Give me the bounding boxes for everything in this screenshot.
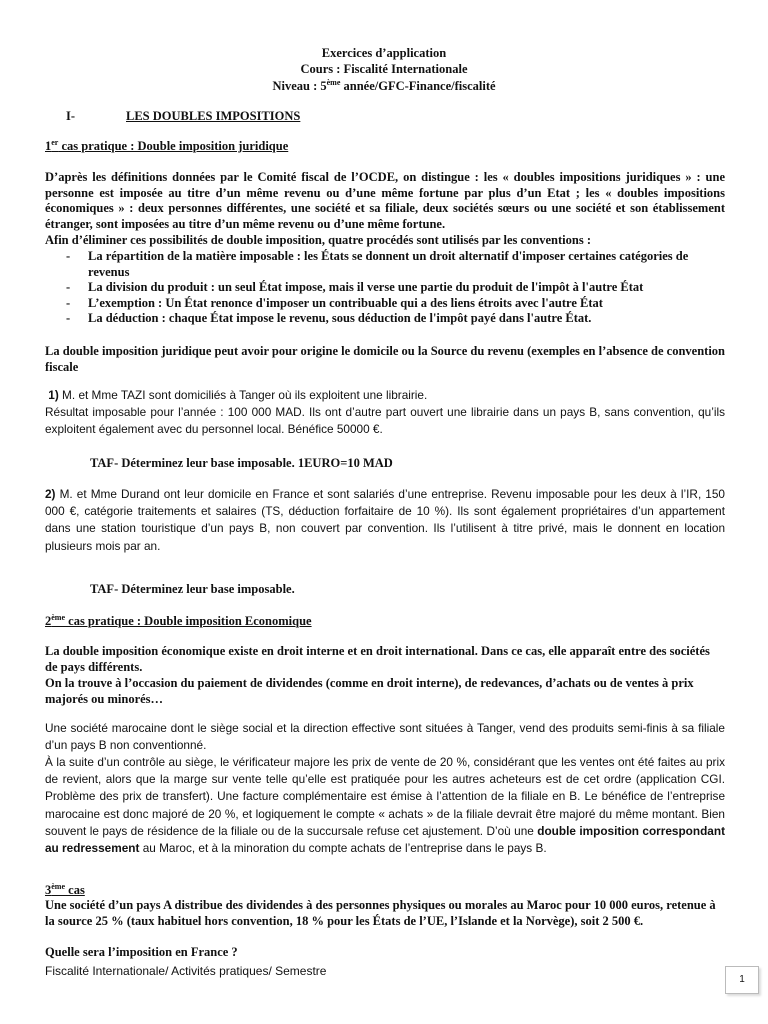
list-item: - L’exemption : Un État renonce d'imposer un contribuable qui a des liens étroits avec l'autre État: [66, 296, 726, 312]
section-heading: [66, 109, 300, 124]
list-item: - La division du produit : un seul État impose, mais il verse une partie du produit de l'impôt à l'autre État: [66, 280, 726, 296]
list-item: - La répartition de la matière imposable : les États se donnent un droit alternatif d'imposer certaines catégories de revenus: [66, 249, 726, 280]
example1: 1) M. et Mme TAZI sont domiciliés à Tanger où ils exploitent une librairie. Résultat imposable pour l’année : 100 000 MAD. Ils ont d’autre part ouvert une librairie dans un pays B, sans convention, qu’ils exploitent également avec du personnel local. Bénéfice 50000 €.: [45, 388, 725, 437]
header-exercices: Exercices d’application: [321, 46, 447, 60]
case2-heading: 2ème cas pratique : Double imposition Economique: [45, 613, 312, 628]
case1-heading: 1er cas pratique : Double imposition juridique: [45, 138, 289, 153]
case3-question: Quelle sera l’imposition en France ?: [45, 945, 238, 959]
case2-p3: Une société marocaine dont le siège social et la direction effective sont situées à Tanger, vend des produits semi-finis à sa filiale d’un pays B non conventionné.: [45, 721, 725, 753]
taf-2: TAF- Déterminez leur base imposable.: [90, 582, 295, 596]
procedes-list: [66, 249, 726, 327]
section-title: LES DOUBLES IMPOSITIONS: [126, 109, 301, 123]
list-item: - La déduction : chaque État impose le revenu, sous déduction de l'impôt payé dans l'autre État.: [66, 311, 726, 327]
taf-1: TAF- Déterminez leur base imposable. 1EURO=10 MAD: [90, 456, 393, 470]
case3-heading: 3ème cas: [45, 882, 85, 897]
page-number: 1: [725, 966, 759, 994]
section-number: I-: [66, 109, 76, 123]
case2-p1: La double imposition économique existe en droit interne et en droit international. Dans ce cas, elle apparaît entre des sociétés de pays différents.: [45, 644, 710, 674]
footer-text: Fiscalité Internationale/ Activités pratiques/ Semestre: [45, 964, 327, 978]
example2: 2) M. et Mme Durand ont leur domicile en France et sont salariés d’une entreprise. Revenu imposable pour les deux à l’IR, 150 000 €, catégorie traitements et salaires (TS, déduction forfaitaire de 10 %). Ils sont également propriétaires d’un appartement dans une station touristique d’un pays B, non couvert par convention. Ils l’utilisent à titre privé, mais le donnent en location plusieurs mois par an.: [45, 487, 725, 553]
case1-intro: D’après les définitions données par le Comité fiscal de l’OCDE, on distingue : les « doubles impositions juridiques » : une personne est imposée au titre d’un même revenu ou d’une même fortune par plus d’un Etat ; les « doubles impositions économiques » : deux personnes différentes, une société et sa filiale, deux sociétés sœurs ou une société et son établissement étranger, sont imposées au titre d’un même revenu ou d’une même fortune.: [45, 170, 725, 231]
case1-origine: La double imposition juridique peut avoir pour origine le domicile ou la Source du revenu (exemples en l’absence de convention fiscale: [45, 344, 726, 374]
case2-p4: À la suite d’un contrôle au siège, le vérificateur majore les prix de vente de 20 %, considérant que les ventes ont été faites au prix de revient, alors que la marge sur vente telle qu’elle est pratiquée pour les autres acheteurs est de cet ordre (application CGI. Problème des prix de transfert). Une facture complémentaire est émise à l’attention de la filiale en B. Le bénéfice de l’entreprise marocaine est donc majoré de 20 %, et logiquement le compte « achats » de la filiale devrait être majoré du même montant. Bien souvent le pays de résidence de la filiale ou de la succursale refuse cet ajustement. D’où une double imposition correspondant au redressement au Maroc, et à la minoration du compte achats de l’entreprise dans le pays B.: [45, 755, 725, 856]
header-cours: Cours : Fiscalité Internationale: [300, 62, 468, 76]
case1-procedes-intro: Afin d’éliminer ces possibilités de double imposition, quatre procédés sont utilisés par les conventions :: [45, 233, 591, 247]
case3-p1: Une société d’un pays A distribue des dividendes à des personnes physiques ou morales au Maroc pour 10 000 euros, retenue à la source 25 % (taux habituel hors convention, 18 % pour les États de l’UE, l’Islande et la Norvège), soit 2 500 €.: [45, 898, 716, 928]
header-niveau: Niveau : 5ème année/GFC-Finance/fiscalité: [272, 78, 496, 94]
case2-p2: On la trouve à l’occasion du paiement de dividendes (comme en droit interne), de redevances, d’achats ou de ventes à prix majorés ou minorés…: [45, 676, 694, 706]
